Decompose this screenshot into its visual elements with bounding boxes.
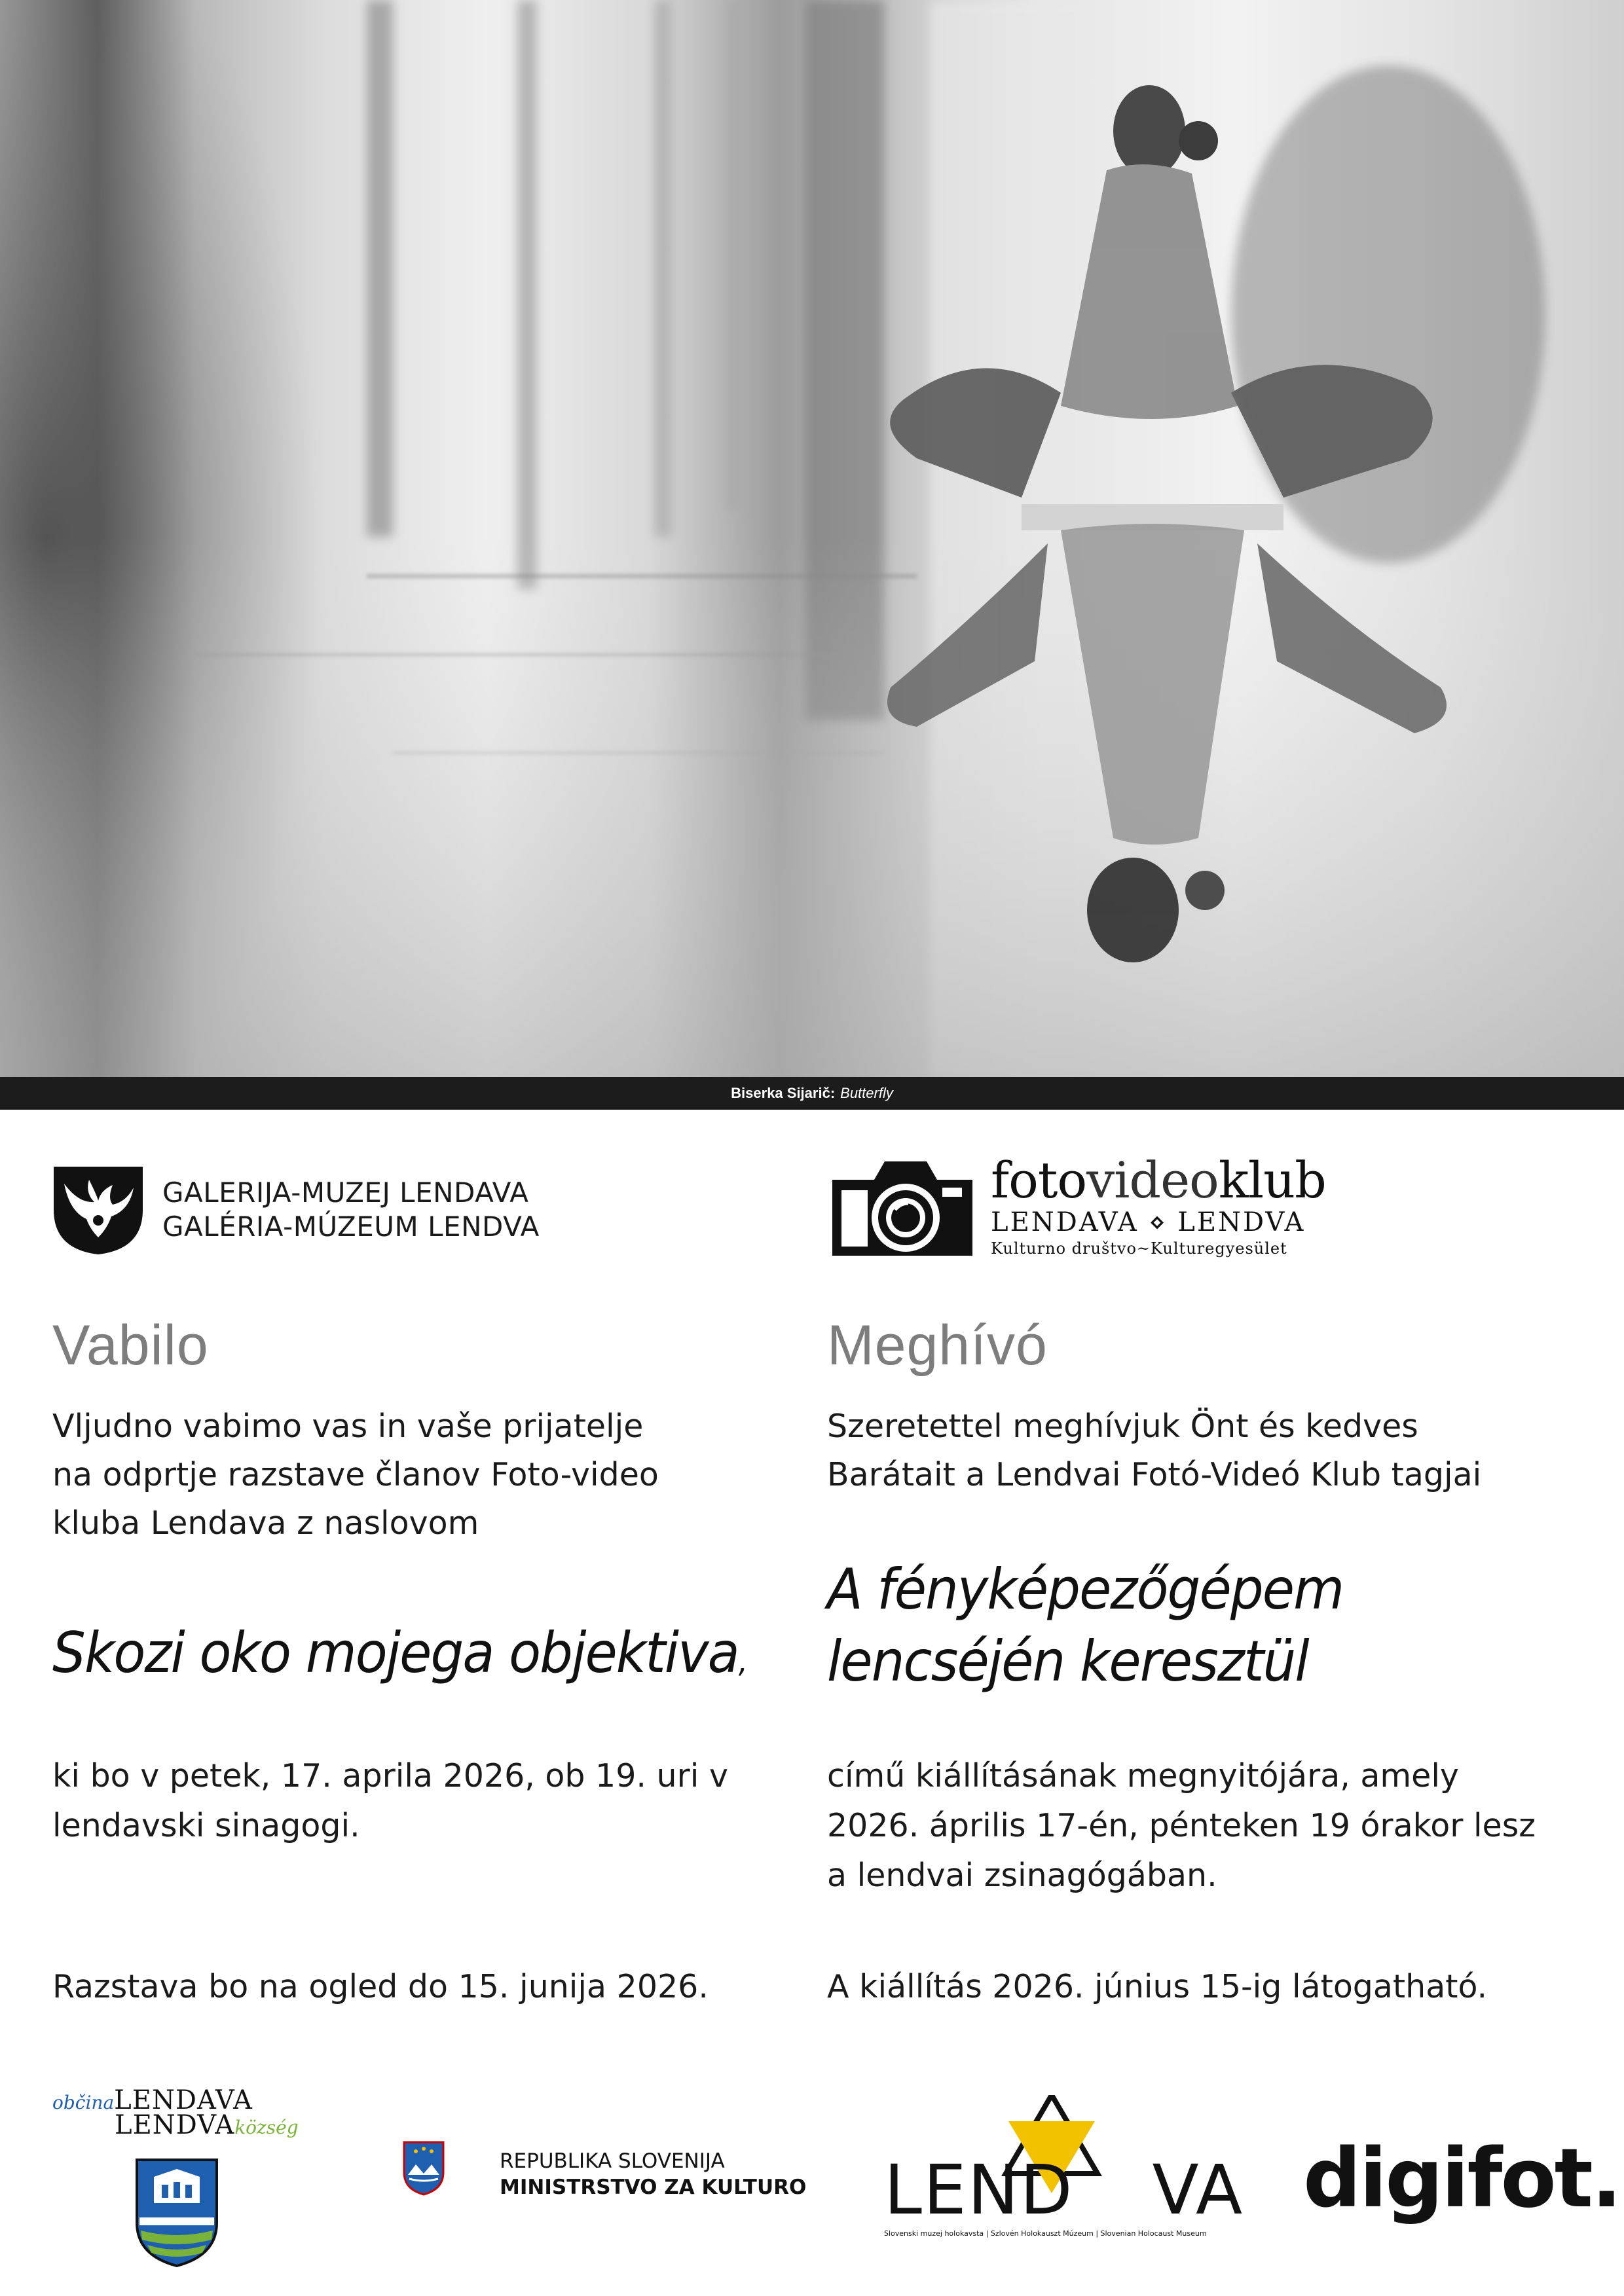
slovene-intro-line-1: Vljudno vabimo vas in vaše prijatelje — [52, 1408, 644, 1445]
slovene-details-line-1: ki bo v petek, 17. aprila 2026, ob 19. uri v — [52, 1757, 728, 1795]
club-subtitle: Kulturno društvo~Kulturegyesület — [991, 1239, 1287, 1258]
hungarian-closing: A kiállítás 2026. június 15-ig látogatható. — [827, 1968, 1488, 2005]
gallery-name-hungarian: GALÉRIA-MÚZEUM LENDVA — [162, 1211, 540, 1243]
club-name-klub: klub — [1218, 1151, 1326, 1209]
gallery-name-slovene: GALERIJA-MUZEJ LENDAVA — [162, 1176, 529, 1209]
hungarian-title-line-2: lencséjén keresztül — [827, 1629, 1308, 1694]
republika-slovenija-logo — [403, 2141, 807, 2213]
club-name-video: video — [1086, 1151, 1219, 1209]
photo-caption-author: Biserka Sijarič: — [731, 1085, 836, 1101]
hero-photo — [0, 0, 1624, 1077]
slovene-title-comma: , — [738, 1643, 747, 1680]
slovene-heading: Vabilo — [52, 1314, 209, 1377]
club-name-foto: foto — [991, 1151, 1087, 1209]
lendava-word-part-1: LEND — [884, 2150, 1074, 2230]
digifot-logo: digifot. — [1303, 2132, 1621, 2226]
lendava-holocaust-museum-logo — [884, 2095, 1244, 2252]
butterfly-photograph — [0, 0, 1624, 1077]
hungarian-intro-line-2: Barátait a Lendvai Fotó-Videó Klub tagjai — [827, 1456, 1482, 1493]
hungarian-details-line-1: című kiállításának megnyitójára, amely — [827, 1757, 1459, 1795]
slovenia-coat-of-arms-icon — [403, 2141, 445, 2196]
slovene-title-text: Skozi oko mojega objektiva — [52, 1620, 739, 1686]
lendava-word-part-2: VA — [1152, 2150, 1244, 2230]
obcina-lendava-logo — [52, 2085, 327, 2282]
lendava-museum-subtitle: Slovenski muzej holokavsta | Szlovén Holokauszt Múzeum | Slovenian Holocaust Museum — [884, 2229, 1207, 2238]
obcina-lendva: LENDVA — [115, 2110, 235, 2140]
hungarian-title-line-1: A fényképezőgépem — [827, 1557, 1344, 1622]
slovene-details-line-2: lendavski sinagogi. — [52, 1807, 360, 1844]
slovene-closing: Razstava bo na ogled do 15. junija 2026. — [52, 1968, 709, 2005]
obcina-line-2 — [115, 2110, 299, 2143]
lendava-coat-of-arms-icon — [134, 2157, 219, 2269]
club-towns: LENDAVA ⋄ LENDVA — [991, 1207, 1306, 1237]
gallery-museum-logo — [52, 1164, 622, 1256]
hungarian-heading: Meghívó — [827, 1314, 1048, 1377]
slovene-exhibition-title — [52, 1620, 747, 1694]
photo-caption-bar — [0, 1077, 1624, 1110]
photo-caption-title: Butterfly — [840, 1085, 893, 1101]
rs-ministry: MINISTRSTVO ZA KULTURO — [500, 2176, 807, 2199]
hungarian-details-line-2: 2026. április 17-én, pénteken 19 órakor lesz — [827, 1807, 1536, 1844]
obcina-kozseg: község — [234, 2117, 299, 2138]
rs-name: REPUBLIKA SLOVENIJA — [500, 2149, 725, 2173]
hungarian-intro-line-1: Szeretettel meghívjuk Önt és kedves — [827, 1408, 1418, 1445]
lendava-wordmark — [884, 2150, 1244, 2230]
club-name — [991, 1152, 1326, 1209]
eagle-crest-icon — [52, 1164, 144, 1256]
fotovideoklub-logo — [827, 1152, 1351, 1264]
slovene-intro-line-3: kluba Lendava z naslovom — [52, 1504, 479, 1542]
camera-icon — [827, 1157, 978, 1260]
obcina-lendava: LENDAVA — [114, 2085, 253, 2115]
hungarian-details-line-3: a lendvai zsinagógában. — [827, 1857, 1217, 1894]
slovene-intro-line-2: na odprtje razstave članov Foto-video — [52, 1456, 659, 1493]
obcina-label: občina — [52, 2092, 115, 2113]
